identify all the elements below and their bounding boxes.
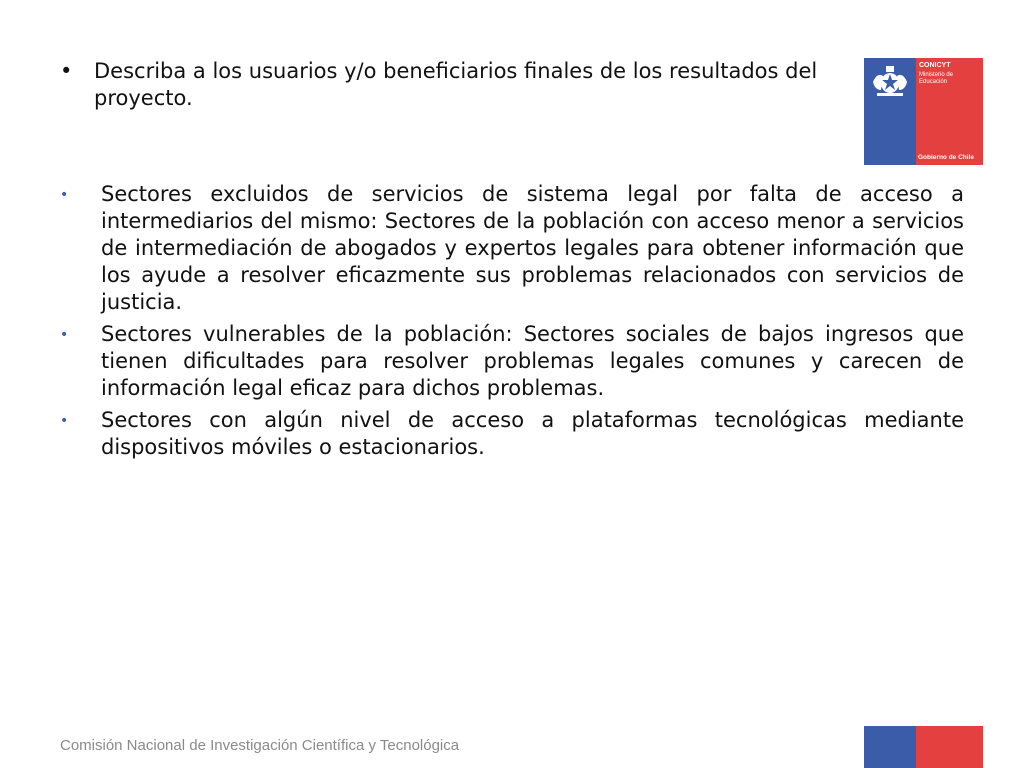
list-item [60,181,964,316]
answer-list [60,181,964,466]
footer-flag-bar [864,726,983,768]
list-item-text: Sectores con algún nivel de acceso a plataformas tecnológicas mediante dispositivos móviles o estacionarios. [101,408,964,459]
bullet-icon: • [60,413,69,429]
footer-blue-block [864,726,916,768]
conicyt-logo [864,58,983,165]
chile-crest-icon [869,62,911,100]
logo-government: Gobierno de Chile [918,154,974,161]
logo-blue-panel [864,58,916,165]
logo-ministry: Ministerio de Educación [919,72,954,85]
list-item [60,407,964,461]
list-item-text: Sectores vulnerables de la población: Sectores sociales de bajos ingresos que tienen dificultades para resolver problemas legales comunes y carecen de información legal eficaz para dichos problemas. [101,322,964,400]
question-text: Describa a los usuarios y/o beneficiarios finales de los resultados del proyecto. [94,59,818,110]
question-heading [60,58,840,112]
list-item-text: Sectores excluidos de servicios de sistema legal por falta de acceso a intermediarios del mismo: Sectores de la población con acceso menor a servicios de intermediación de abogados y expertos legales para obtener información que los ayude a resolver eficazmente sus problemas relacionados con servicios de justicia. [101,182,964,314]
bullet-icon: • [60,187,69,203]
logo-red-panel [916,58,983,165]
footer-institution: Comisión Nacional de Investigación Científica y Tecnológica [60,737,460,754]
bullet-icon: • [60,327,69,343]
question-bullet: • [60,59,73,83]
logo-org-name: CONICYT [919,62,951,69]
list-item [60,321,964,402]
footer-red-block [916,726,983,768]
